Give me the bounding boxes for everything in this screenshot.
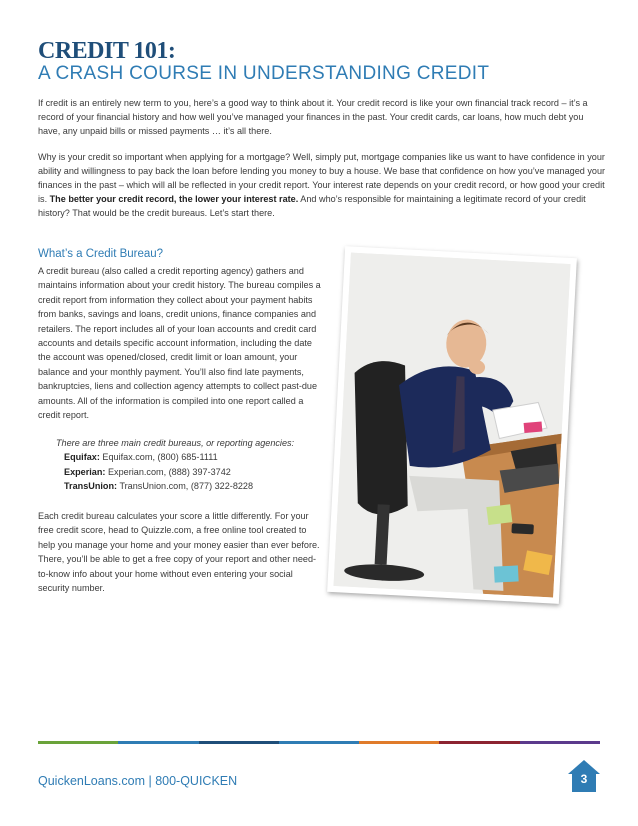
- photo-illustration: [333, 252, 570, 597]
- bureau-name: Experian:: [64, 466, 106, 477]
- bureau-item-transunion: [64, 479, 326, 493]
- intro-paragraph-2-text-a: Why is your credit so important when applying for a mortgage? Well, simply put, mortgage companies like us want to have confidence in your ability and willingness to pay back the loan before lending you money to buy a house. We base that confidence on how you’ve managed your finances in the past – which will all be reflected in your credit report. Your interest rate depends on your credit record, or how good your credit is.: [38, 152, 606, 204]
- bureau-name: Equifax:: [64, 452, 100, 463]
- section-heading-credit-bureau: What’s a Credit Bureau?: [38, 248, 164, 260]
- page-subtitle: A CRASH COURSE IN UNDERSTANDING CREDIT: [38, 63, 490, 84]
- footer-color-bar: [38, 741, 600, 744]
- bureau-item-experian: [64, 465, 326, 479]
- credit-bureau-paragraph: A credit bureau (also called a credit reporting agency) gathers and maintains information about your credit history. The bureau compiles a credit report from information they collect about your payment habits from banks, savings and loans, credit unions, finance companies and retailers. The report includes all of your loan accounts and credit card accounts and details specific account information, including the date the account was opened/closed, credit limit or loan amount, your balance and your monthly payment. You’ll also find late payments, bankruptcies, liens and collection agency attempts to collect past-due amounts. All of the information is compiled into one report called a credit report.: [38, 266, 321, 421]
- page-number: 3: [580, 772, 588, 786]
- footer-color-segment: [199, 741, 279, 744]
- footer-color-segment: [38, 741, 118, 744]
- photo-man-reviewing-papers: [327, 246, 577, 604]
- footer-contact: QuickenLoans.com | 800-QUICKEN: [38, 774, 238, 788]
- bureau-name: TransUnion:: [64, 481, 118, 492]
- bureau-contact: Experian.com, (888) 397-3742: [107, 466, 231, 477]
- intro-paragraph-1: If credit is an entirely new term to you, here’s a good way to think about it. Your credit record is like your own financial track record – it’s a record of your financial history and how well you’ve managed your finances in the past. Your credit cards, car loans, how much debt you have, any unpaid bills or missed payments … it’s all there.: [38, 98, 588, 136]
- credit-bureau-list: [56, 436, 326, 494]
- intro-paragraph-2-emphasis: The better your credit record, the lower your interest rate.: [49, 194, 299, 204]
- bureau-contact: TransUnion.com, (877) 322-8228: [119, 481, 254, 492]
- intro-paragraph-2-text-b: And who’s responsible for maintaining a legitimate record of your credit history? That would be the credit bureaus. Let’s start there.: [38, 194, 586, 218]
- footer-color-segment: [359, 741, 439, 744]
- page-number-badge: [567, 759, 601, 793]
- footer-color-segment: [118, 741, 198, 744]
- credit-bureau-list-intro: There are three main credit bureaus, or reporting agencies:: [56, 438, 295, 448]
- bureau-contact: Equifax.com, (800) 685-1111: [102, 452, 218, 463]
- page-title: CREDIT 101:: [38, 38, 176, 64]
- closing-paragraph: Each credit bureau calculates your score a little differently. For your free credit score, head to Quizzle.com, a free online tool created to help you manage your home and your money easier than ever before. There, you’ll be able to get a free copy of your report and other need-to-know info about your home without even entering your social security number.: [38, 511, 320, 594]
- footer-color-segment: [439, 741, 519, 744]
- bureau-item-equifax: [64, 450, 326, 464]
- footer-color-segment: [279, 741, 359, 744]
- intro-paragraph-2: [38, 150, 606, 220]
- footer-color-segment: [520, 741, 600, 744]
